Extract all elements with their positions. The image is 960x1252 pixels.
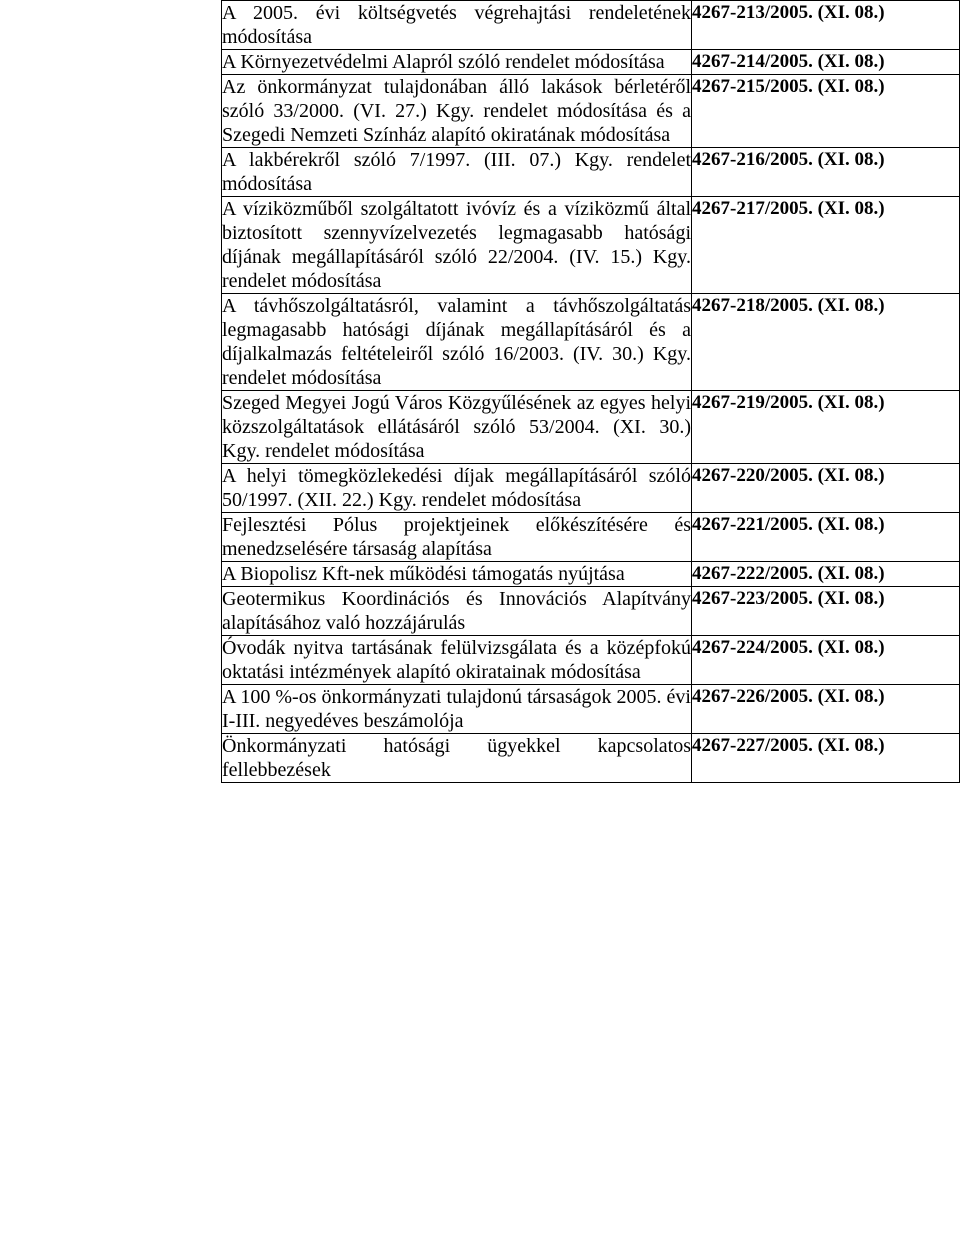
resolution-number: 4267-215/2005. (XI. 08.) [692, 75, 960, 148]
resolution-description: A lakbérekről szóló 7/1997. (III. 07.) Kgy. rendelet módosítása [222, 149, 691, 195]
resolution-description: A 100 %-os önkormányzati tulajdonú társaságok 2005. évi I-III. negyedéves beszámolója [222, 686, 691, 732]
resolution-description: Az önkormányzat tulajdonában álló lakások bérletéről szóló 33/2000. (VI. 27.) Kgy. rendelet módosítása és a Szegedi Nemzeti Színház alapító okiratának módosítása [222, 76, 691, 146]
resolution-description: Fejlesztési Pólus projektjeinek előkészítésére és menedzselésére társaság alapítása [222, 514, 691, 560]
table-row [222, 685, 960, 734]
resolution-number: 4267-224/2005. (XI. 08.) [692, 636, 960, 685]
resolution-description: A Biopolisz Kft-nek működési támogatás nyújtása [222, 562, 692, 587]
table-row [222, 513, 960, 562]
resolution-description: A távhőszolgáltatásról, valamint a távhőszolgáltatás legmagasabb hatósági díjának megállapításáról és a díjalkalmazás feltételeiről szóló 16/2003. (IV. 30.) Kgy. rendelet módosítása [222, 295, 691, 389]
resolution-description: A helyi tömegközlekedési díjak megállapításáról szóló 50/1997. (XII. 22.) Kgy. rendelet módosítása [222, 465, 691, 511]
table-row [222, 587, 960, 636]
resolution-description: A 2005. évi költségvetés végrehajtási rendeletének módosítása [222, 2, 691, 48]
table-row [222, 75, 960, 148]
table-row [222, 734, 960, 783]
resolution-number: 4267-223/2005. (XI. 08.) [692, 587, 960, 636]
resolution-number: 4267-220/2005. (XI. 08.) [692, 464, 960, 513]
resolution-number: 4267-226/2005. (XI. 08.) [692, 685, 960, 734]
resolution-number: 4267-222/2005. (XI. 08.) [692, 562, 960, 587]
resolution-number: 4267-219/2005. (XI. 08.) [692, 391, 960, 464]
table-row [222, 50, 960, 75]
table-row [222, 636, 960, 685]
table-row [222, 464, 960, 513]
resolution-description: A víziközműből szolgáltatott ivóvíz és a víziközmű által biztosított szennyvízelvezetés legmagasabb hatósági díjának megállapításáról szóló 22/2004. (IV. 15.) Kgy. rendelet módosítása [222, 198, 691, 292]
resolution-number: 4267-227/2005. (XI. 08.) [692, 734, 960, 783]
resolution-description: Szeged Megyei Jogú Város Közgyűlésének az egyes helyi közszolgáltatások ellátásáról szóló 53/2004. (XI. 30.) Kgy. rendelet módosítása [222, 392, 691, 462]
resolution-description: A Környezetvédelmi Alapról szóló rendelet módosítása [222, 50, 692, 75]
table-row [222, 148, 960, 197]
resolution-number: 4267-218/2005. (XI. 08.) [692, 294, 960, 391]
table-row [222, 294, 960, 391]
resolution-number: 4267-213/2005. (XI. 08.) [692, 1, 960, 50]
resolution-number: 4267-221/2005. (XI. 08.) [692, 513, 960, 562]
resolution-number: 4267-217/2005. (XI. 08.) [692, 197, 960, 294]
resolution-description: Önkormányzati hatósági ügyekkel kapcsolatos fellebbezések [222, 735, 691, 781]
resolution-number: 4267-214/2005. (XI. 08.) [692, 50, 960, 75]
resolution-number: 4267-216/2005. (XI. 08.) [692, 148, 960, 197]
table-row [222, 197, 960, 294]
table-row [222, 1, 960, 50]
resolutions-table [221, 0, 960, 783]
table-row [222, 562, 960, 587]
resolution-description: Óvodák nyitva tartásának felülvizsgálata és a középfokú oktatási intézmények alapító okiratainak módosítása [222, 637, 691, 683]
resolution-description: Geotermikus Koordinációs és Innovációs Alapítvány alapításához való hozzájárulás [222, 588, 691, 634]
table-row [222, 391, 960, 464]
